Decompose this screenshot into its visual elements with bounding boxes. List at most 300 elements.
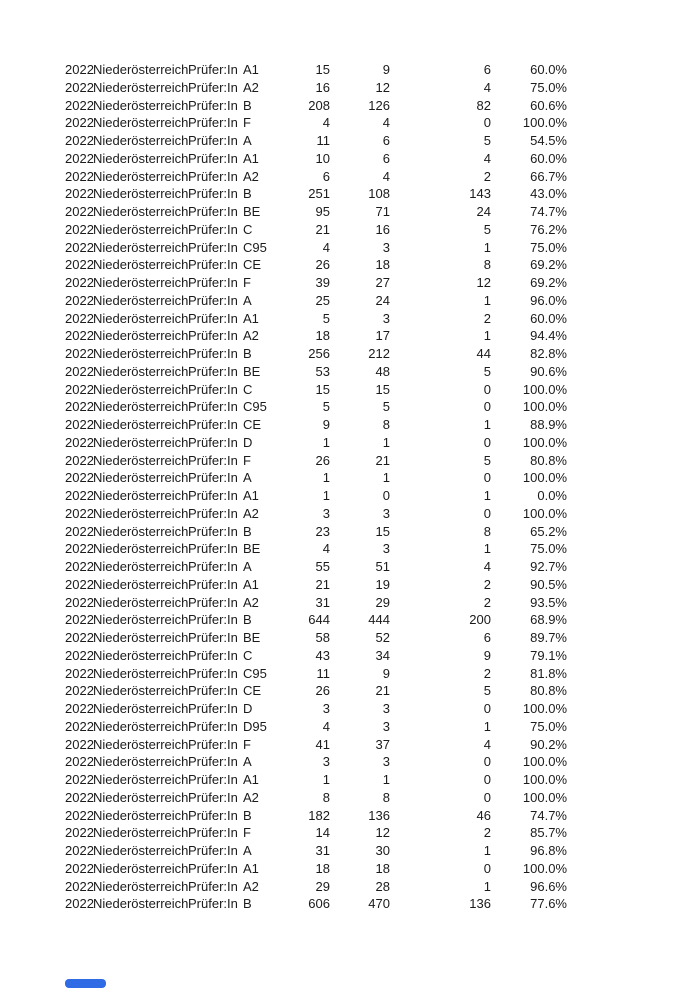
cell-passed: 37 <box>375 736 390 752</box>
cell-examiner: Prüfer:In <box>188 381 238 397</box>
cell-year: 2022 <box>65 62 94 77</box>
cell-year: 2022 <box>65 346 94 361</box>
cell-passed: 5 <box>382 399 390 415</box>
cell-total: 41 <box>315 736 330 752</box>
cell-total: 4 <box>322 115 330 131</box>
cell-total: 3 <box>322 701 330 716</box>
cell-class: B <box>243 346 252 361</box>
table-row <box>65 505 567 523</box>
cell-failed: 2 <box>483 665 491 681</box>
cell-region: Niederösterreich <box>93 346 189 361</box>
cell-failed: 12 <box>476 275 491 290</box>
cell-failed: 0 <box>483 381 491 397</box>
cell-region: Niederösterreich <box>93 576 189 592</box>
cell-year: 2022 <box>65 594 94 610</box>
cell-failed: 8 <box>483 257 491 273</box>
cell-class: B <box>243 523 252 539</box>
table-row <box>65 452 567 470</box>
cell-total: 23 <box>315 523 330 539</box>
cell-class: C <box>243 381 253 397</box>
table-row <box>65 718 567 736</box>
cell-total: 4 <box>322 239 330 255</box>
cell-region: Niederösterreich <box>93 292 189 308</box>
table-row <box>65 203 567 221</box>
cell-failed: 5 <box>483 133 491 148</box>
cell-class: A2 <box>243 168 259 184</box>
cell-class: BE <box>243 363 261 379</box>
cell-year: 2022 <box>65 204 94 219</box>
cell-total: 9 <box>322 417 330 432</box>
cell-region: Niederösterreich <box>93 505 189 521</box>
cell-failed: 1 <box>483 328 491 344</box>
cell-year: 2022 <box>65 133 94 148</box>
cell-total: 4 <box>322 541 330 557</box>
cell-total: 208 <box>308 97 330 113</box>
cell-passed: 6 <box>382 133 390 148</box>
cell-examiner: Prüfer:In <box>188 665 238 681</box>
cell-year: 2022 <box>65 860 94 876</box>
cell-region: Niederösterreich <box>93 363 189 379</box>
cell-region: Niederösterreich <box>93 718 189 734</box>
cell-total: 16 <box>315 79 330 95</box>
cell-total: 8 <box>322 789 330 805</box>
cell-failed: 0 <box>483 772 491 787</box>
table-row <box>65 398 567 416</box>
cell-examiner: Prüfer:In <box>188 843 238 858</box>
cell-passed: 4 <box>382 168 390 184</box>
cell-pass-rate: 66.7% <box>530 168 567 184</box>
cell-pass-rate: 60.0% <box>530 150 567 166</box>
cell-year: 2022 <box>65 612 94 628</box>
cell-examiner: Prüfer:In <box>188 221 238 237</box>
cell-pass-rate: 96.8% <box>530 843 567 858</box>
cell-year: 2022 <box>65 239 94 255</box>
cell-region: Niederösterreich <box>93 488 189 503</box>
cell-region: Niederösterreich <box>93 825 189 841</box>
table-row <box>65 629 567 647</box>
cell-year: 2022 <box>65 399 94 415</box>
cell-total: 53 <box>315 363 330 379</box>
cell-year: 2022 <box>65 328 94 344</box>
cell-region: Niederösterreich <box>93 417 189 432</box>
table-row <box>65 753 567 771</box>
cell-failed: 1 <box>483 843 491 858</box>
cell-class: BE <box>243 204 261 219</box>
cell-total: 14 <box>315 825 330 841</box>
cell-failed: 1 <box>483 718 491 734</box>
cell-year: 2022 <box>65 576 94 592</box>
cell-year: 2022 <box>65 701 94 716</box>
cell-class: A <box>243 559 252 574</box>
cell-examiner: Prüfer:In <box>188 772 238 787</box>
cell-region: Niederösterreich <box>93 133 189 148</box>
cell-failed: 136 <box>469 896 491 912</box>
cell-total: 11 <box>316 665 330 681</box>
cell-region: Niederösterreich <box>93 789 189 805</box>
cell-passed: 21 <box>375 683 390 699</box>
cell-failed: 143 <box>469 186 491 202</box>
cell-passed: 51 <box>375 559 390 574</box>
cell-pass-rate: 100.0% <box>522 701 567 716</box>
cell-pass-rate: 88.9% <box>530 417 567 432</box>
cell-total: 15 <box>315 62 330 77</box>
table-row <box>65 771 567 789</box>
cell-passed: 15 <box>375 381 390 397</box>
cell-total: 1 <box>322 434 330 450</box>
cell-year: 2022 <box>65 718 94 734</box>
cell-year: 2022 <box>65 417 94 432</box>
cell-year: 2022 <box>65 168 94 184</box>
cell-year: 2022 <box>65 807 94 823</box>
cell-year: 2022 <box>65 452 94 468</box>
cell-examiner: Prüfer:In <box>188 399 238 415</box>
cell-passed: 212 <box>368 346 390 361</box>
cell-class: D95 <box>243 718 267 734</box>
cell-pass-rate: 100.0% <box>522 754 567 770</box>
scroll-indicator <box>65 979 106 988</box>
cell-total: 5 <box>322 399 330 415</box>
cell-year: 2022 <box>65 559 94 574</box>
cell-class: CE <box>243 417 262 432</box>
cell-examiner: Prüfer:In <box>188 168 238 184</box>
cell-region: Niederösterreich <box>93 736 189 752</box>
cell-class: F <box>243 452 251 468</box>
cell-pass-rate: 96.0% <box>530 292 567 308</box>
cell-region: Niederösterreich <box>93 665 189 681</box>
cell-region: Niederösterreich <box>93 860 189 876</box>
cell-pass-rate: 82.8% <box>530 346 567 361</box>
cell-pass-rate: 89.7% <box>530 630 567 645</box>
cell-passed: 18 <box>375 257 390 273</box>
table-row <box>65 221 567 239</box>
cell-class: A <box>243 843 252 858</box>
cell-region: Niederösterreich <box>93 843 189 858</box>
cell-passed: 16 <box>375 221 390 237</box>
cell-passed: 136 <box>368 807 390 823</box>
cell-total: 26 <box>315 683 330 699</box>
cell-year: 2022 <box>65 257 94 273</box>
table-row <box>65 132 567 150</box>
cell-region: Niederösterreich <box>93 275 189 290</box>
table-row <box>65 416 567 434</box>
cell-year: 2022 <box>65 843 94 858</box>
table-row <box>65 150 567 168</box>
table-row <box>65 576 567 594</box>
cell-total: 43 <box>315 647 330 663</box>
table-row <box>65 469 567 487</box>
table-row <box>65 274 567 292</box>
cell-passed: 48 <box>375 363 390 379</box>
cell-class: A2 <box>243 328 259 344</box>
cell-pass-rate: 96.6% <box>530 878 567 894</box>
cell-region: Niederösterreich <box>93 79 189 95</box>
table-row <box>65 523 567 541</box>
cell-total: 1 <box>322 772 330 787</box>
table-row <box>65 789 567 807</box>
cell-failed: 200 <box>469 612 491 628</box>
cell-year: 2022 <box>65 79 94 95</box>
cell-pass-rate: 69.2% <box>530 275 567 290</box>
cell-region: Niederösterreich <box>93 204 189 219</box>
table-row <box>65 327 567 345</box>
cell-pass-rate: 92.7% <box>530 559 567 574</box>
cell-total: 182 <box>308 807 330 823</box>
cell-class: F <box>243 736 251 752</box>
cell-failed: 9 <box>483 647 491 663</box>
cell-total: 26 <box>315 452 330 468</box>
cell-region: Niederösterreich <box>93 257 189 273</box>
cell-total: 4 <box>322 718 330 734</box>
cell-pass-rate: 100.0% <box>522 115 567 131</box>
cell-year: 2022 <box>65 754 94 770</box>
cell-passed: 18 <box>375 860 390 876</box>
cell-total: 606 <box>308 896 330 912</box>
cell-total: 18 <box>315 328 330 344</box>
cell-passed: 126 <box>368 97 390 113</box>
cell-pass-rate: 100.0% <box>522 772 567 787</box>
cell-year: 2022 <box>65 275 94 290</box>
cell-year: 2022 <box>65 488 94 503</box>
cell-passed: 27 <box>375 275 390 290</box>
table-row <box>65 594 567 612</box>
cell-pass-rate: 93.5% <box>530 594 567 610</box>
cell-examiner: Prüfer:In <box>188 186 238 202</box>
cell-year: 2022 <box>65 150 94 166</box>
cell-passed: 6 <box>382 150 390 166</box>
table-row <box>65 487 567 505</box>
cell-total: 256 <box>308 346 330 361</box>
cell-pass-rate: 100.0% <box>522 789 567 805</box>
cell-pass-rate: 77.6% <box>530 896 567 912</box>
cell-total: 29 <box>315 878 330 894</box>
cell-year: 2022 <box>65 292 94 308</box>
cell-class: C <box>243 221 253 237</box>
cell-total: 55 <box>315 559 330 574</box>
cell-failed: 1 <box>483 878 491 894</box>
cell-examiner: Prüfer:In <box>188 736 238 752</box>
cell-examiner: Prüfer:In <box>188 541 238 557</box>
cell-region: Niederösterreich <box>93 470 189 486</box>
cell-examiner: Prüfer:In <box>188 97 238 113</box>
cell-class: D <box>243 701 253 716</box>
table-row <box>65 860 567 878</box>
cell-year: 2022 <box>65 736 94 752</box>
cell-total: 1 <box>322 488 330 503</box>
cell-pass-rate: 80.8% <box>530 683 567 699</box>
cell-pass-rate: 100.0% <box>522 505 567 521</box>
cell-examiner: Prüfer:In <box>188 523 238 539</box>
table-row <box>65 168 567 186</box>
cell-region: Niederösterreich <box>93 683 189 699</box>
cell-region: Niederösterreich <box>93 115 189 131</box>
cell-pass-rate: 80.8% <box>530 452 567 468</box>
cell-year: 2022 <box>65 878 94 894</box>
table-row <box>65 647 567 665</box>
cell-pass-rate: 0.0% <box>537 488 567 503</box>
table-row <box>65 611 567 629</box>
cell-year: 2022 <box>65 647 94 663</box>
cell-total: 3 <box>322 505 330 521</box>
table-row <box>65 700 567 718</box>
cell-passed: 29 <box>375 594 390 610</box>
cell-examiner: Prüfer:In <box>188 878 238 894</box>
table-row <box>65 558 567 576</box>
cell-class: A1 <box>243 772 259 787</box>
cell-passed: 470 <box>368 896 390 912</box>
cell-examiner: Prüfer:In <box>188 470 238 486</box>
cell-region: Niederösterreich <box>93 221 189 237</box>
cell-failed: 82 <box>476 97 491 113</box>
cell-class: B <box>243 612 252 628</box>
cell-failed: 4 <box>483 559 491 574</box>
cell-region: Niederösterreich <box>93 559 189 574</box>
cell-passed: 4 <box>382 115 390 131</box>
cell-pass-rate: 90.2% <box>530 736 567 752</box>
cell-pass-rate: 74.7% <box>530 807 567 823</box>
cell-passed: 12 <box>375 79 390 95</box>
cell-pass-rate: 43.0% <box>530 186 567 202</box>
cell-class: A <box>243 133 252 148</box>
cell-year: 2022 <box>65 505 94 521</box>
cell-class: C <box>243 647 253 663</box>
cell-passed: 1 <box>382 772 390 787</box>
cell-class: A1 <box>243 310 259 326</box>
cell-pass-rate: 65.2% <box>530 523 567 539</box>
cell-failed: 1 <box>483 292 491 308</box>
cell-examiner: Prüfer:In <box>188 150 238 166</box>
cell-failed: 5 <box>483 452 491 468</box>
cell-region: Niederösterreich <box>93 612 189 628</box>
cell-examiner: Prüfer:In <box>188 257 238 273</box>
cell-total: 58 <box>315 630 330 645</box>
cell-pass-rate: 81.8% <box>530 665 567 681</box>
cell-examiner: Prüfer:In <box>188 434 238 450</box>
cell-passed: 15 <box>375 523 390 539</box>
cell-pass-rate: 100.0% <box>522 470 567 486</box>
cell-class: A <box>243 470 252 486</box>
cell-class: A2 <box>243 79 259 95</box>
cell-passed: 12 <box>375 825 390 841</box>
cell-passed: 34 <box>375 647 390 663</box>
cell-year: 2022 <box>65 221 94 237</box>
cell-passed: 3 <box>382 718 390 734</box>
cell-passed: 3 <box>382 754 390 770</box>
exam-results-table <box>65 61 567 913</box>
cell-examiner: Prüfer:In <box>188 488 238 503</box>
table-row <box>65 682 567 700</box>
cell-class: B <box>243 186 252 202</box>
cell-year: 2022 <box>65 434 94 450</box>
cell-examiner: Prüfer:In <box>188 346 238 361</box>
cell-failed: 1 <box>483 541 491 557</box>
cell-class: B <box>243 896 252 912</box>
table-row <box>65 824 567 842</box>
cell-examiner: Prüfer:In <box>188 204 238 219</box>
cell-failed: 6 <box>483 630 491 645</box>
cell-failed: 4 <box>483 150 491 166</box>
cell-total: 18 <box>315 860 330 876</box>
cell-year: 2022 <box>65 896 94 912</box>
table-row <box>65 363 567 381</box>
cell-year: 2022 <box>65 470 94 486</box>
cell-failed: 5 <box>483 683 491 699</box>
cell-failed: 0 <box>483 860 491 876</box>
cell-total: 31 <box>315 594 330 610</box>
cell-examiner: Prüfer:In <box>188 594 238 610</box>
table-row <box>65 842 567 860</box>
table-row <box>65 665 567 683</box>
cell-passed: 1 <box>382 434 390 450</box>
cell-class: F <box>243 275 251 290</box>
cell-region: Niederösterreich <box>93 878 189 894</box>
cell-failed: 46 <box>476 807 491 823</box>
cell-class: A1 <box>243 488 259 503</box>
cell-examiner: Prüfer:In <box>188 701 238 716</box>
cell-class: A1 <box>243 860 259 876</box>
cell-class: A2 <box>243 505 259 521</box>
cell-year: 2022 <box>65 541 94 557</box>
table-row <box>65 895 567 913</box>
cell-region: Niederösterreich <box>93 381 189 397</box>
cell-class: A2 <box>243 789 259 805</box>
cell-examiner: Prüfer:In <box>188 452 238 468</box>
cell-region: Niederösterreich <box>93 328 189 344</box>
cell-passed: 8 <box>382 417 390 432</box>
cell-examiner: Prüfer:In <box>188 275 238 290</box>
cell-failed: 0 <box>483 505 491 521</box>
cell-total: 11 <box>316 133 330 148</box>
table-row <box>65 256 567 274</box>
cell-failed: 2 <box>483 825 491 841</box>
cell-examiner: Prüfer:In <box>188 807 238 823</box>
cell-class: F <box>243 825 251 841</box>
cell-total: 10 <box>315 150 330 166</box>
cell-passed: 28 <box>375 878 390 894</box>
cell-examiner: Prüfer:In <box>188 825 238 841</box>
cell-class: C95 <box>243 399 267 415</box>
cell-total: 251 <box>308 186 330 202</box>
cell-pass-rate: 100.0% <box>522 381 567 397</box>
cell-failed: 6 <box>483 62 491 77</box>
cell-class: F <box>243 115 251 131</box>
cell-total: 21 <box>315 221 330 237</box>
cell-class: A <box>243 292 252 308</box>
cell-region: Niederösterreich <box>93 62 189 77</box>
cell-year: 2022 <box>65 665 94 681</box>
cell-pass-rate: 100.0% <box>522 399 567 415</box>
cell-region: Niederösterreich <box>93 97 189 113</box>
cell-region: Niederösterreich <box>93 772 189 787</box>
cell-passed: 108 <box>368 186 390 202</box>
cell-failed: 0 <box>483 399 491 415</box>
cell-examiner: Prüfer:In <box>188 612 238 628</box>
cell-pass-rate: 90.5% <box>530 576 567 592</box>
cell-region: Niederösterreich <box>93 807 189 823</box>
cell-year: 2022 <box>65 310 94 326</box>
cell-pass-rate: 94.4% <box>530 328 567 344</box>
cell-region: Niederösterreich <box>93 523 189 539</box>
cell-year: 2022 <box>65 772 94 787</box>
cell-region: Niederösterreich <box>93 541 189 557</box>
cell-examiner: Prüfer:In <box>188 559 238 574</box>
cell-region: Niederösterreich <box>93 434 189 450</box>
cell-year: 2022 <box>65 683 94 699</box>
cell-class: B <box>243 807 252 823</box>
cell-passed: 24 <box>375 292 390 308</box>
cell-examiner: Prüfer:In <box>188 292 238 308</box>
cell-class: CE <box>243 257 262 273</box>
cell-examiner: Prüfer:In <box>188 718 238 734</box>
